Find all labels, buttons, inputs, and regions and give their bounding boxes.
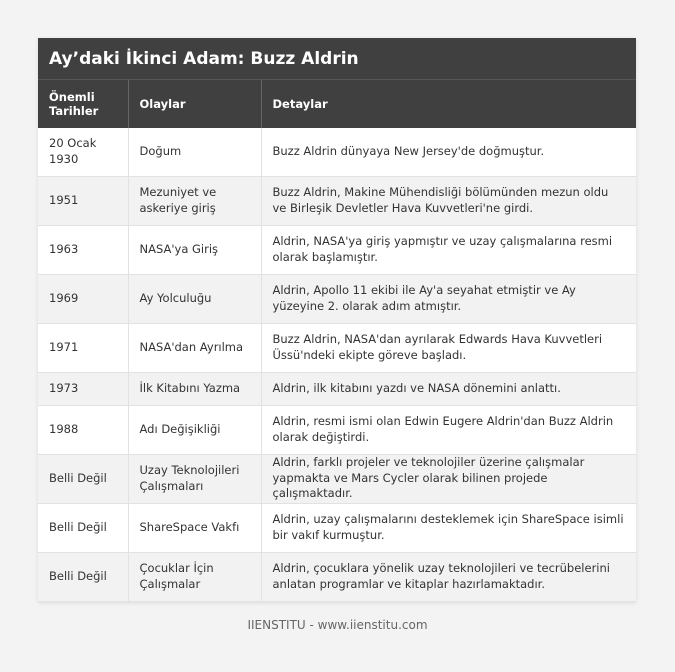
detail-cell: Buzz Aldrin dünyaya New Jersey'de doğmuştur. [261, 128, 636, 176]
column-header-events: Olaylar [128, 80, 261, 128]
date-cell: 1971 [38, 323, 128, 372]
detail-cell: Buzz Aldrin, NASA'dan ayrılarak Edwards Hava Kuvvetleri Üssü'ndeki ekipte göreve başladı. [261, 323, 636, 372]
date-cell: 1973 [38, 372, 128, 405]
event-cell: Adı Değişikliği [128, 405, 261, 454]
table-row [38, 372, 636, 405]
table-row [38, 176, 636, 225]
detail-cell: Buzz Aldrin, Makine Mühendisliği bölümünden mezun oldu ve Birleşik Devletler Hava Kuvvetleri'ne girdi. [261, 176, 636, 225]
column-header-details: Detaylar [261, 80, 636, 128]
footer-credit: IIENSTITU - www.iienstitu.com [247, 618, 428, 632]
event-cell: Çocuklar İçin Çalışmalar [128, 552, 261, 601]
table-card [38, 38, 636, 602]
detail-cell: Aldrin, uzay çalışmalarını desteklemek için ShareSpace isimli bir vakıf kurmuştur. [261, 503, 636, 552]
date-cell: Belli Değil [38, 552, 128, 601]
detail-cell: Aldrin, Apollo 11 ekibi ile Ay'a seyahat etmiştir ve Ay yüzeyine 2. olarak adım atmıştır. [261, 274, 636, 323]
date-cell: 1988 [38, 405, 128, 454]
table-row [38, 128, 636, 176]
event-cell: Doğum [128, 128, 261, 176]
date-cell: 1969 [38, 274, 128, 323]
header-row [38, 80, 636, 128]
table-row [38, 552, 636, 601]
detail-cell: Aldrin, farklı projeler ve teknolojiler üzerine çalışmalar yapmakta ve Mars Cycler olarak bilinen projede çalışmaktadır. [261, 454, 636, 503]
event-cell: ShareSpace Vakfı [128, 503, 261, 552]
table-row [38, 225, 636, 274]
event-cell: Mezuniyet ve askeriye giriş [128, 176, 261, 225]
event-cell: NASA'ya Giriş [128, 225, 261, 274]
table-row [38, 323, 636, 372]
timeline-table [38, 80, 636, 602]
date-cell: 1951 [38, 176, 128, 225]
detail-cell: Aldrin, ilk kitabını yazdı ve NASA dönemini anlattı. [261, 372, 636, 405]
detail-cell: Aldrin, resmi ismi olan Edwin Eugere Aldrin'dan Buzz Aldrin olarak değiştirdi. [261, 405, 636, 454]
detail-cell: Aldrin, NASA'ya giriş yapmıştır ve uzay çalışmalarına resmi olarak başlamıştır. [261, 225, 636, 274]
event-cell: Uzay Teknolojileri Çalışmaları [128, 454, 261, 503]
date-cell: 20 Ocak 1930 [38, 128, 128, 176]
event-cell: NASA'dan Ayrılma [128, 323, 261, 372]
table-row [38, 274, 636, 323]
table-row [38, 503, 636, 552]
event-cell: Ay Yolculuğu [128, 274, 261, 323]
date-cell: 1963 [38, 225, 128, 274]
date-cell: Belli Değil [38, 454, 128, 503]
date-cell: Belli Değil [38, 503, 128, 552]
event-cell: İlk Kitabını Yazma [128, 372, 261, 405]
table-row [38, 454, 636, 503]
detail-cell: Aldrin, çocuklara yönelik uzay teknolojileri ve tecrübelerini anlatan programlar ve kitaplar hazırlamaktadır. [261, 552, 636, 601]
table-title: Ay’daki İkinci Adam: Buzz Aldrin [38, 38, 636, 80]
table-row [38, 405, 636, 454]
column-header-dates: Önemli Tarihler [38, 80, 128, 128]
